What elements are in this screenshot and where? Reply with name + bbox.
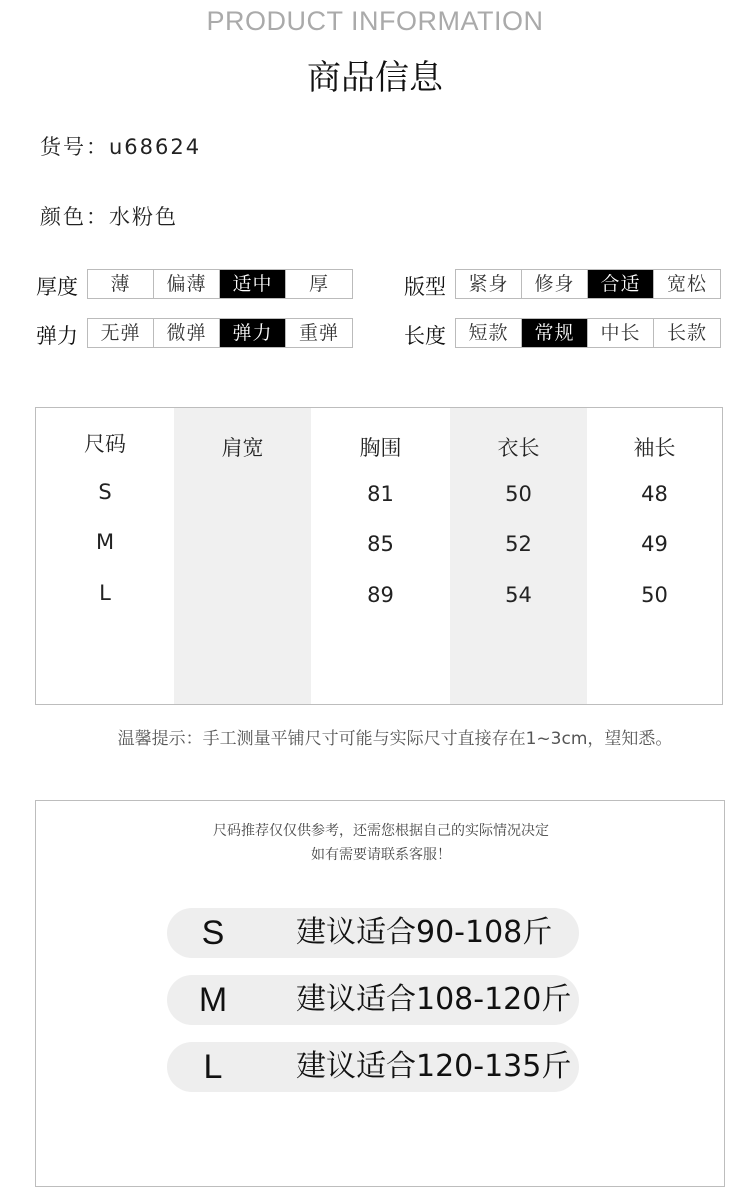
chest-column xyxy=(311,408,450,704)
elasticity-option-selected: 弹力 xyxy=(220,319,286,347)
length-column xyxy=(450,408,587,704)
table-cell: 85 xyxy=(367,532,394,556)
table-header: 袖长 xyxy=(633,436,676,460)
recommendation-weight: 建议适合108-120斤 xyxy=(296,982,572,1017)
recommendation-weight: 建议适合90-108斤 xyxy=(296,915,553,950)
recommendation-size: S xyxy=(201,914,225,952)
size-recommendation-box xyxy=(35,800,725,1187)
table-cell: 48 xyxy=(641,482,668,506)
size-table xyxy=(35,407,723,705)
elasticity-label: 弹力 xyxy=(36,324,78,348)
thickness-option-selected: 适中 xyxy=(220,270,286,298)
color-info: 颜色：水粉色 xyxy=(40,205,178,229)
length-label: 长度 xyxy=(404,324,446,348)
item-number: 货号：u68624 xyxy=(40,135,202,159)
recommendation-size: L xyxy=(203,1048,223,1086)
table-cell: 81 xyxy=(367,482,394,506)
size-column xyxy=(36,408,174,704)
table-cell: 50 xyxy=(641,583,668,607)
fit-option-selected: 合适 xyxy=(588,270,654,298)
table-cell: L xyxy=(99,581,111,605)
elasticity-option: 重弹 xyxy=(298,322,339,344)
table-cell: S xyxy=(98,480,112,504)
thickness-option: 薄 xyxy=(88,270,154,298)
length-option: 中长 xyxy=(588,319,654,347)
fit-option: 宽松 xyxy=(666,273,707,295)
table-header: 衣长 xyxy=(497,436,540,460)
table-header: 胸围 xyxy=(359,436,402,460)
contact-note: 如有需要请联系客服！ xyxy=(311,847,451,863)
page-title-cn: 商品信息 xyxy=(307,58,443,98)
table-cell: 89 xyxy=(367,583,394,607)
recommendation-item xyxy=(167,908,579,958)
elasticity-option: 微弹 xyxy=(154,319,220,347)
thickness-label: 厚度 xyxy=(36,275,78,299)
recommendation-size: M xyxy=(198,981,228,1019)
fit-options xyxy=(455,269,721,299)
shoulder-column xyxy=(174,408,311,704)
recommendation-weight: 建议适合120-135斤 xyxy=(296,1049,572,1084)
page-title-en: PRODUCT INFORMATION xyxy=(206,6,544,36)
table-cell: 54 xyxy=(505,583,532,607)
recommendation-item xyxy=(167,1042,579,1092)
thickness-options xyxy=(87,269,353,299)
length-option-selected: 常规 xyxy=(522,319,588,347)
elasticity-option: 无弹 xyxy=(88,319,154,347)
table-cell: 52 xyxy=(505,532,532,556)
length-option: 长款 xyxy=(666,322,707,344)
fit-label: 版型 xyxy=(404,275,446,299)
measurement-tip: 温馨提示：手工测量平铺尺寸可能与实际尺寸直接存在1~3cm，望知悉。 xyxy=(117,729,673,749)
table-cell: M xyxy=(95,530,115,554)
table-header: 尺码 xyxy=(84,432,126,456)
length-option: 短款 xyxy=(456,319,522,347)
fit-option: 修身 xyxy=(522,270,588,298)
table-cell: 50 xyxy=(505,482,532,506)
thickness-option: 厚 xyxy=(308,273,329,295)
sleeve-column xyxy=(587,408,722,704)
thickness-option: 偏薄 xyxy=(154,270,220,298)
table-header: 肩宽 xyxy=(221,436,264,460)
recommendation-item xyxy=(167,975,579,1025)
length-options xyxy=(455,318,721,348)
fit-option: 紧身 xyxy=(456,270,522,298)
table-cell: 49 xyxy=(641,532,668,556)
elasticity-options xyxy=(87,318,353,348)
recommendation-note: 尺码推荐仅仅供参考，还需您根据自己的实际情况决定 xyxy=(213,823,549,839)
